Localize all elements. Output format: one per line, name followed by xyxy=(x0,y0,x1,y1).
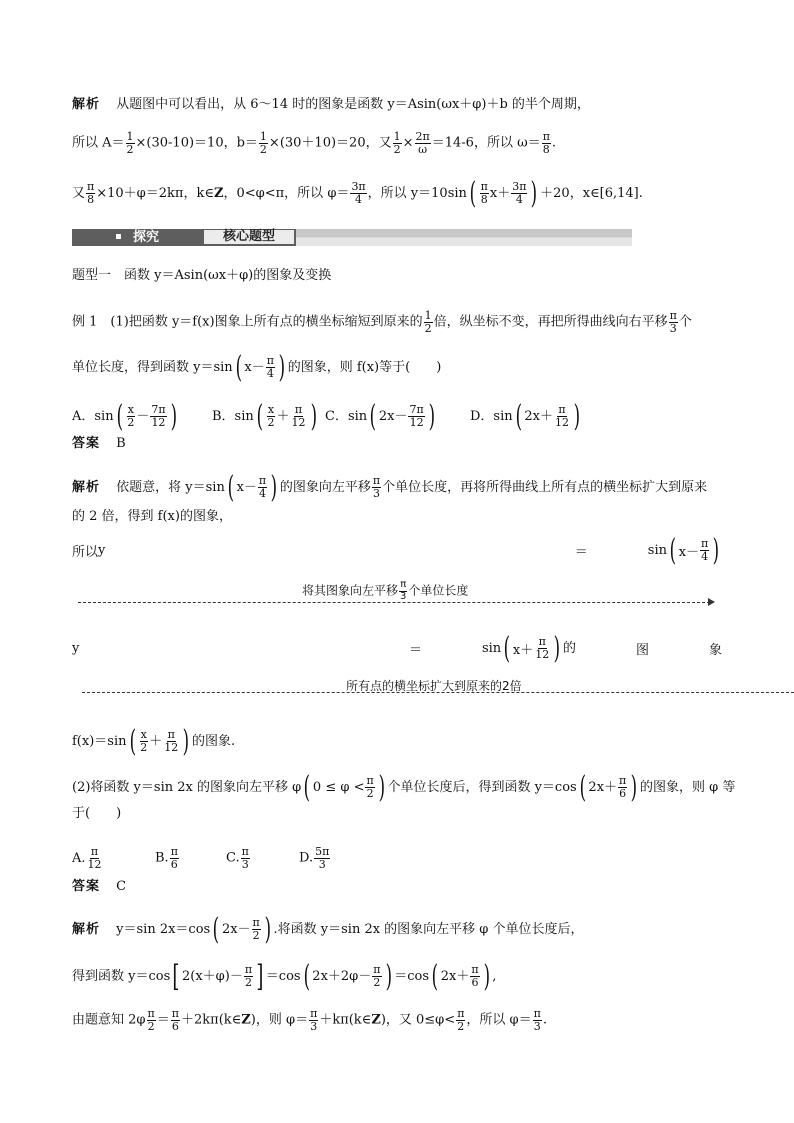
type-title: 题型一 函数 y＝Asin(ωx＋φ)的图象及变换 xyxy=(72,268,332,283)
fraction: $\frac{\pi}{3}$ xyxy=(669,309,677,335)
parenthesized-expr: ( x－ π 4 ) xyxy=(225,474,280,501)
parenthesized-expr: ( 2x－ π 2 ) xyxy=(210,916,273,943)
solution-1-line-4: y ＝ sin ( x＋ π 12 ) 的 图 象 xyxy=(72,634,722,662)
solution-1-line-5: f(x)＝sin ( x 2 ＋ π 12 ) 的图象. xyxy=(72,728,235,755)
square-bullet-icon xyxy=(116,234,121,239)
example-1-line-1: 例 1 (1)把函数 y＝f(x)图象上所有点的横坐标缩短到原来的 $\frac{1}{2}$ 倍，纵坐标不变，再把所得曲线向右平移 $\frac{\pi}{3}$ 个 xyxy=(72,309,692,335)
parenthesized-expr: ( 0 ≤ φ < π 2 ) xyxy=(301,774,387,801)
solution-1-line-2: 的 2 倍，得到 f(x)的图象， xyxy=(72,509,232,524)
transform-arrow-2 xyxy=(82,692,794,693)
fraction: $\frac{1}{2}$ xyxy=(259,130,267,156)
options-1 xyxy=(72,403,569,430)
option-b: B．sin ( x 2 ＋ π 12 ) xyxy=(212,403,319,430)
solution-2-line-1: 解析 y＝sin 2x＝cos ( 2x－ π 2 ) .将函数 y＝sin 2x 的图象向左平移 φ 个单位长度后， xyxy=(72,916,584,943)
parenthesized-expr: ( x 2 ＋ π 12 ) xyxy=(127,728,192,755)
option-b: B. $\frac{\pi}{6}$ xyxy=(155,845,178,871)
banner-tag-core-types: 核心题型 xyxy=(204,230,294,244)
answer-1: 答案 B xyxy=(72,436,126,451)
solution-prev-line-1 xyxy=(72,98,590,111)
fraction: $\frac{2\pi}{\omega}$ xyxy=(415,130,430,156)
example-1-line-2: 单位长度，得到函数 y＝sin ( x－ π 4 ) 的图象，则 f(x)等于( ) xyxy=(72,354,441,381)
text: 所以 A＝ xyxy=(72,135,125,151)
solution-label: 解析 xyxy=(72,97,101,112)
fraction: $\frac{\pi}{8}$ xyxy=(87,180,95,206)
text: ×(30-10)＝10，b＝ xyxy=(135,135,258,151)
section-banner xyxy=(72,229,632,246)
fraction: $\frac{\pi}{3}$ xyxy=(372,474,381,500)
banner-tag-explore: 探究 xyxy=(72,229,184,246)
fraction: $\frac{1}{2}$ xyxy=(424,309,432,335)
option-a: A．sin ( x 2 － 7π 12 ) xyxy=(72,409,179,424)
arrow-1-label: 将其图象向左平移 $\frac{\pi}{3}$ 个单位长度 xyxy=(302,579,469,602)
parenthesized-expr: ( π 8 x＋ 3π 4 ) xyxy=(467,180,540,207)
answer-2: 答案 C xyxy=(72,879,127,894)
parenthesized-expr: ( 2x＋ π 6 ) xyxy=(577,774,640,801)
solution-1-line-3: 所 以 y ＝ sin ( x－ π 4 ) xyxy=(72,536,722,564)
text: ×(30＋10)＝20，又 xyxy=(268,135,392,151)
arrow-2-label: 所有点的横坐标扩大到原来的2倍 xyxy=(346,679,522,693)
solution-prev-line-3: 又 $\frac{\pi}{8}$ ×10＋φ＝2kπ，k∈Z，0<φ<π，所以 φ＝ $\frac{3\pi}{4}$ ，所以 y＝10sin ( π 8 x＋ 3π 4 ) ＋20，x∈[6,14]. xyxy=(72,180,643,207)
transform-arrow-1 xyxy=(78,602,710,603)
option-c: C. $\frac{\pi}{3}$ xyxy=(226,845,249,871)
solution-2-line-2: 得到函数 y＝cos [ 2(x＋φ)－ π 2 ] ＝cos ( 2x＋2φ－ π 2 ) ＝cos ( 2x＋ π 6 ) , xyxy=(72,963,496,990)
bracketed-expr: [ 2(x＋φ)－ π 2 ] xyxy=(170,963,266,990)
parenthesized-expr: ( x－ π 4 ) xyxy=(233,354,288,381)
fraction: $\frac{\pi}{8}$ xyxy=(542,130,550,156)
option-a: A. $\frac{\pi}{12}$ xyxy=(72,845,102,871)
solution-2-line-3: 由题意知 2φ $\frac{\pi}{2}$ ＝ $\frac{\pi}{6}$ ＋2kπ(k∈Z)，则 φ＝ $\frac{\pi}{3}$ ＋kπ(k∈Z)，又 0≤φ< $\frac{\pi}{2}$ ，所以 φ＝ $\frac{\pi}{3}$ . xyxy=(72,1007,548,1033)
option-d: D. $\frac{5\pi}{3}$ xyxy=(299,845,330,871)
text: ＝14-6，所以 ω＝ xyxy=(431,135,541,151)
example-2-line-2: 于( ) xyxy=(72,806,122,821)
fraction: $\frac{1}{2}$ xyxy=(393,130,401,156)
options-2 xyxy=(72,845,330,871)
option-d: D．sin ( 2x＋ π 12 ) xyxy=(470,403,583,430)
fraction: $\frac{3\pi}{4}$ xyxy=(351,180,366,206)
option-c: C．sin ( 2x－ 7π 12 ) xyxy=(325,403,437,430)
solution-1-line-1: 解析 依题意，将 y＝sin ( x－ π 4 ) 的图象向左平移 $\frac{\pi}{3}$ 个单位长度，再将所得曲线上所有点的横坐标扩大到原来 xyxy=(72,474,707,501)
example-2-line-1: (2)将函数 y＝sin 2x 的图象向左平移 φ ( 0 ≤ φ < π 2 ) 个单位长度后，得到函数 y＝cos ( 2x＋ π 6 ) 的图象，则 φ 等 xyxy=(72,774,735,801)
parenthesized-expr: ( 2x＋2φ－ π 2 ) xyxy=(301,963,395,990)
solution-prev-line-2: 所以 A＝ $\frac{1}{2}$ ×(30-10)＝10，b＝ $\frac{1}{2}$ ×(30＋10)＝20，又 $\frac{1}{2}$ × $\frac{2\pi}{\omega}$ ＝14-6，所以 ω＝ $\frac{\pi}{8}$ . xyxy=(72,130,557,156)
text: × xyxy=(402,135,414,151)
arrow-head-icon xyxy=(708,598,715,606)
parenthesized-expr: ( 2x＋ π 6 ) xyxy=(429,963,492,990)
fraction: $\frac{1}{2}$ xyxy=(126,130,134,156)
text: 从题图中可以看出，从 6～14 时的图象是函数 y＝Asin(ωx＋φ)＋b 的半个周期， xyxy=(116,97,590,112)
